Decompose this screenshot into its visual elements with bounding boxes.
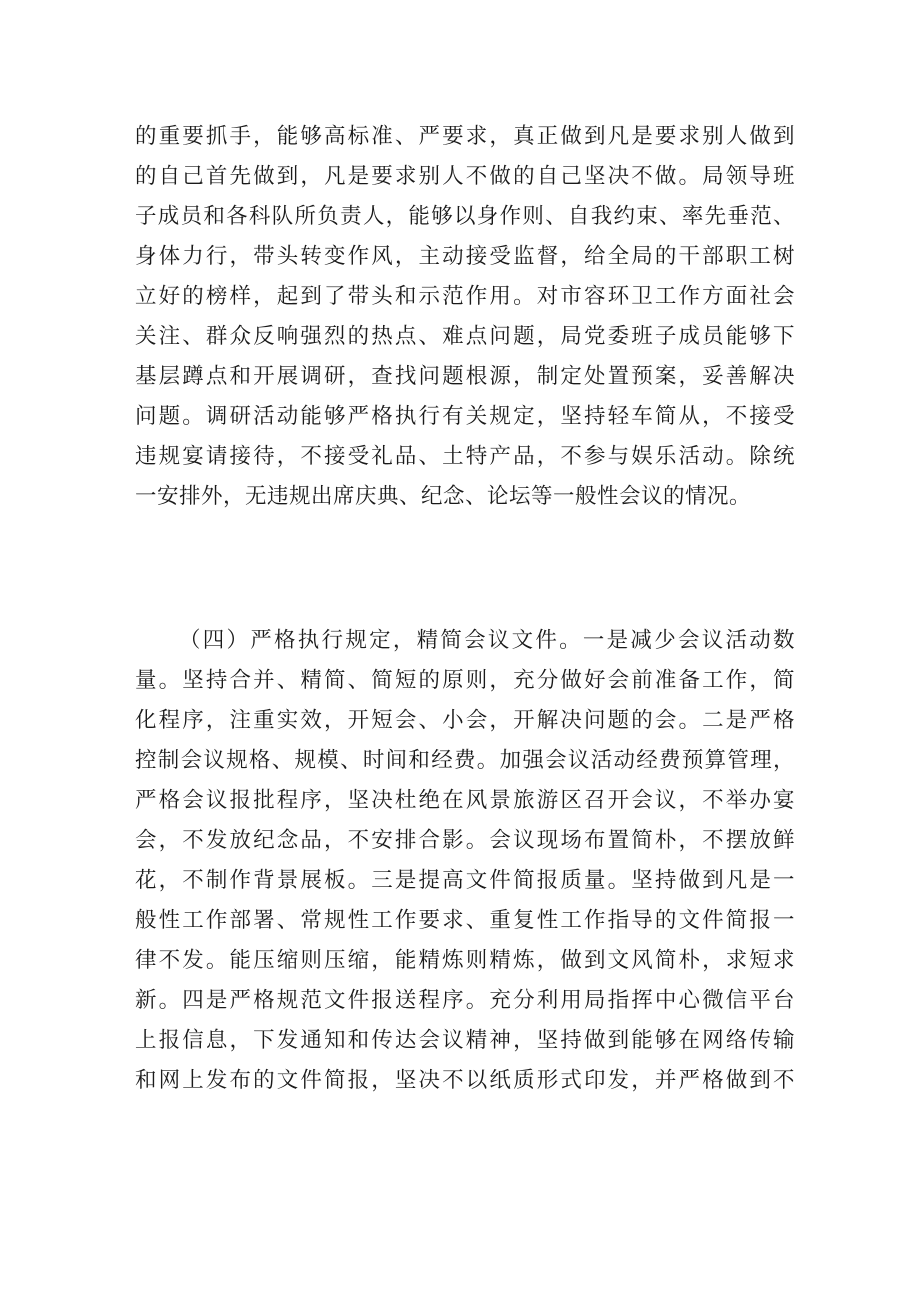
text-line: 新。四是严格规范文件报送程序。充分利用局指挥中心微信平台 [135, 988, 795, 1013]
text-line: 律不发。能压缩则压缩，能精炼则精炼，做到文风简朴，求短求 [135, 948, 795, 973]
section-heading-line: （四）严格执行规定，精简会议文件。一是减少会议活动数 [179, 628, 795, 653]
text-line: 花，不制作背景展板。三是提高文件简报质量。坚持做到凡是一 [135, 868, 795, 893]
text-line: 上报信息，下发通知和传达会议精神，坚持做到能够在网络传输 [135, 1028, 795, 1053]
text-line: 身体力行，带头转变作风，主动接受监督，给全局的干部职工树 [135, 244, 795, 269]
text-line: 量。坚持合并、精简、简短的原则，充分做好会前准备工作，简 [135, 668, 795, 693]
text-line: 违规宴请接待，不接受礼品、土特产品，不参与娱乐活动。除统 [135, 444, 795, 469]
paragraph-meetings-documents [135, 621, 795, 1101]
text-line: 化程序，注重实效，开短会、小会，开解决问题的会。二是严格 [135, 708, 795, 733]
text-line: 会，不发放纪念品，不安排合影。会议现场布置简朴，不摆放鲜 [135, 828, 795, 853]
text-line: 控制会议规格、规模、时间和经费。加强会议活动经费预算管理， [135, 748, 795, 773]
text-line: 严格会议报批程序，坚决杜绝在风景旅游区召开会议，不举办宴 [135, 788, 795, 813]
text-line: 关注、群众反响强烈的热点、难点问题，局党委班子成员能够下 [135, 324, 795, 349]
text-line: 问题。调研活动能够严格执行有关规定，坚持轻车简从，不接受 [135, 404, 795, 429]
text-line: 般性工作部署、常规性工作要求、重复性工作指导的文件简报一 [135, 908, 795, 933]
paragraph-discipline-example [135, 117, 795, 517]
text-line: 和网上发布的文件简报，坚决不以纸质形式印发，并严格做到不 [135, 1068, 795, 1093]
text-line: 立好的榜样，起到了带头和示范作用。对市容环卫工作方面社会 [135, 284, 795, 309]
text-line: 基层蹲点和开展调研，查找问题根源，制定处置预案，妥善解决 [135, 364, 795, 389]
text-line: 的重要抓手，能够高标准、严要求，真正做到凡是要求别人做到 [135, 124, 795, 149]
text-line: 一安排外，无违规出席庆典、纪念、论坛等一般性会议的情况。 [135, 484, 752, 509]
text-line: 子成员和各科队所负责人，能够以身作则、自我约束、率先垂范、 [135, 204, 795, 229]
text-line: 的自己首先做到，凡是要求别人不做的自己坚决不做。局领导班 [135, 164, 795, 189]
